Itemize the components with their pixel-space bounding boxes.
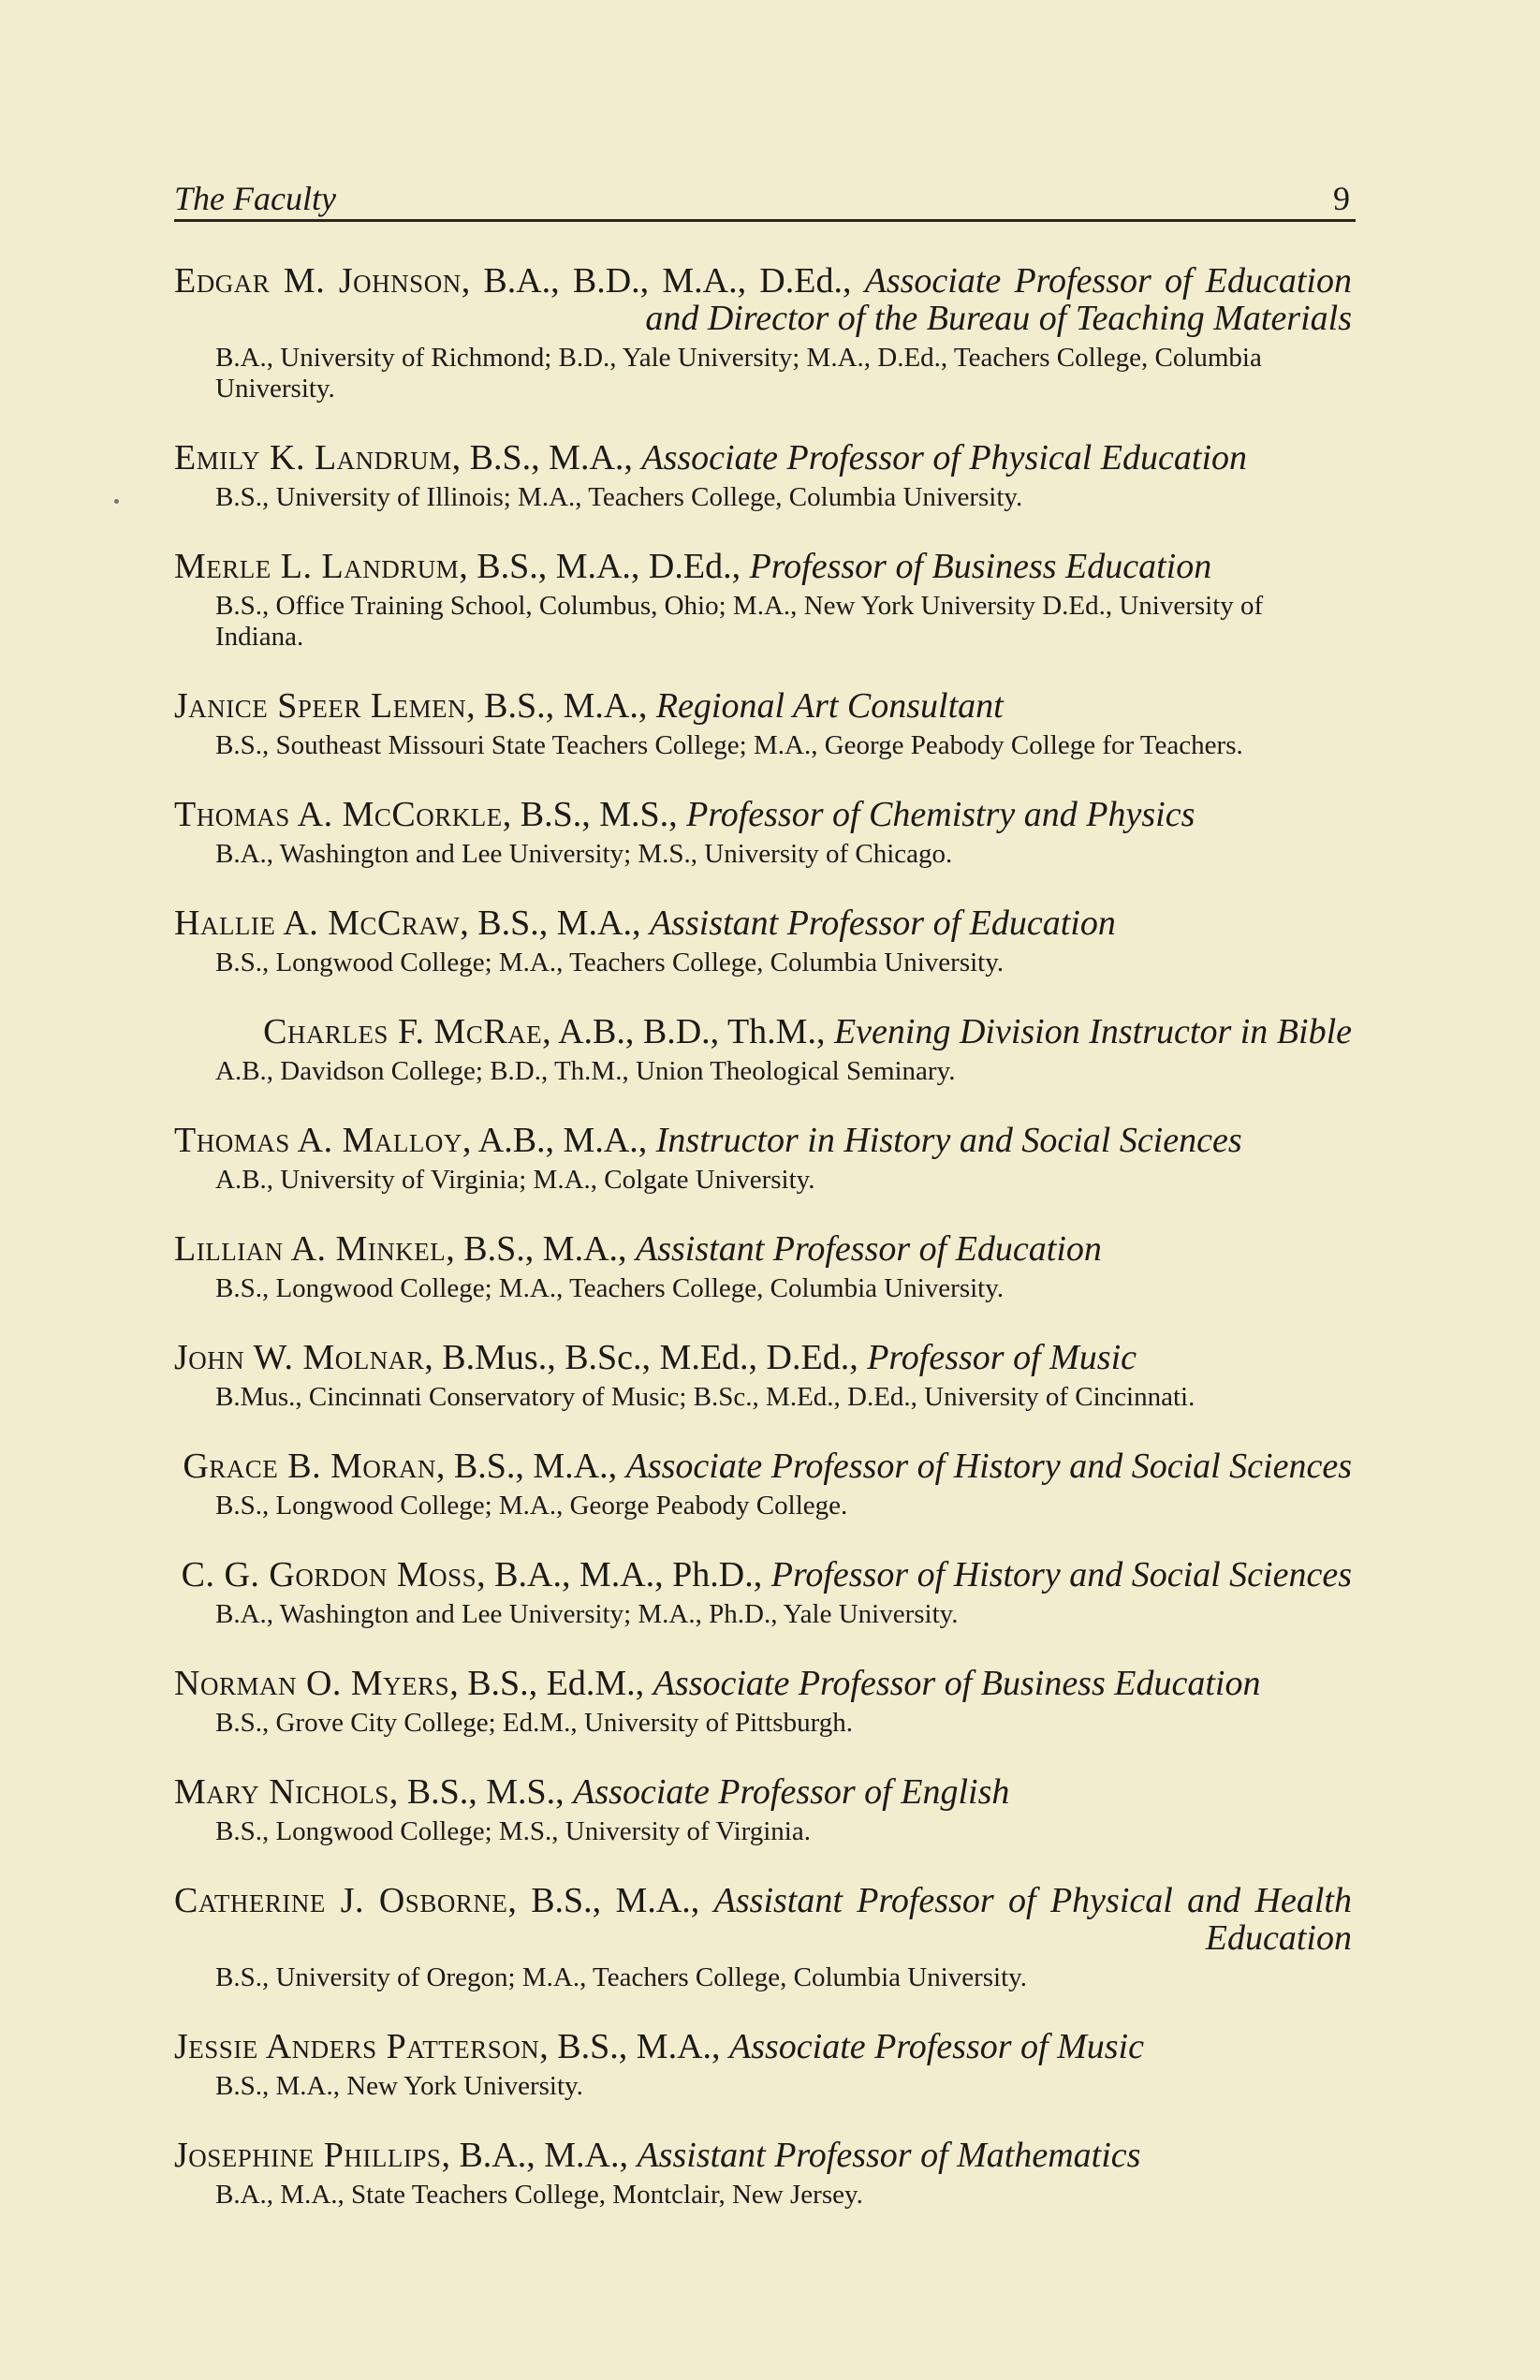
faculty-degrees: , B.S., M.A., — [539, 2027, 730, 2066]
faculty-education: B.S., Longwood College; M.A., Teachers College, Columbia University. — [215, 948, 1005, 977]
page-speck — [114, 499, 119, 504]
faculty-name: Jessie Anders Patterson — [174, 2027, 540, 2066]
faculty-title: Associate Professor of Business Education — [653, 1664, 1261, 1703]
faculty-degrees: , B.S., M.A., — [507, 1881, 714, 1920]
faculty-education: B.A., M.A., State Teachers College, Montclair, New Jersey. — [215, 2180, 863, 2210]
entry-heading — [174, 1230, 1352, 1268]
faculty-title: Professor of Business Education — [749, 547, 1212, 586]
faculty-name: C. G. Gordon Moss — [181, 1555, 477, 1594]
faculty-entry — [174, 1665, 1352, 1739]
faculty-degrees: , A.B., B.D., Th.M., — [542, 1012, 834, 1051]
faculty-education: B.A., University of Richmond; B.D., Yale University; M.A., D.Ed., Teachers College, Columbia University. — [215, 343, 1262, 404]
faculty-education: B.S., University of Oregon; M.A., Teachers College, Columbia University. — [215, 1962, 1028, 1992]
faculty-name: John W. Molnar — [174, 1338, 425, 1377]
faculty-education: B.A., Washington and Lee University; M.A., Ph.D., Yale University. — [215, 1599, 959, 1629]
faculty-degrees: , B.S., M.S., — [502, 795, 687, 834]
faculty-education: B.S., Grove City College; Ed.M., University of Pittsburgh. — [215, 1708, 853, 1738]
faculty-entry — [174, 796, 1352, 870]
faculty-title: Assistant Professor of Physical and Health Education — [713, 1881, 1352, 1958]
faculty-education: B.S., Southeast Missouri State Teachers College; M.A., George Peabody College for Teachers. — [215, 730, 1243, 760]
faculty-entry — [174, 2028, 1352, 2102]
faculty-name: Josephine Phillips — [174, 2136, 442, 2175]
faculty-degrees: , B.Mus., B.Sc., M.Ed., D.Ed., — [424, 1338, 868, 1377]
entry-heading — [174, 262, 1352, 337]
entry-heading — [174, 904, 1352, 942]
entry-heading — [174, 1665, 1352, 1702]
faculty-education: B.S., Longwood College; M.A., Teachers College, Columbia University. — [215, 1273, 1005, 1303]
faculty-degrees: , B.S., M.A., D.Ed., — [459, 547, 750, 586]
faculty-degrees: , B.S., M.A., — [435, 1447, 626, 1486]
entry-heading — [174, 439, 1352, 477]
faculty-degrees: , B.S., Ed.M., — [449, 1664, 653, 1703]
faculty-degrees: , B.S., M.A., — [451, 438, 642, 477]
faculty-title: Regional Art Consultant — [655, 686, 1004, 726]
page-header — [174, 178, 1356, 222]
faculty-entry — [174, 439, 1352, 513]
faculty-entry — [174, 1013, 1352, 1087]
faculty-title: Associate Professor of History and Social Sciences — [625, 1447, 1352, 1486]
faculty-title: Assistant Professor of Education — [649, 904, 1116, 943]
faculty-entry — [174, 262, 1352, 404]
faculty-title: Professor of History and Social Sciences — [770, 1555, 1352, 1594]
faculty-name: Lillian A. Minkel — [174, 1229, 447, 1269]
faculty-entry — [174, 1447, 1352, 1521]
faculty-education: B.A., Washington and Lee University; M.S., University of Chicago. — [215, 839, 953, 869]
faculty-entry — [174, 548, 1352, 653]
faculty-name: Mary Nichols — [174, 1772, 389, 1812]
faculty-title: Evening Division Instructor in Bible — [833, 1012, 1352, 1051]
faculty-title: Professor of Chemistry and Physics — [686, 795, 1195, 834]
entry-heading — [174, 1882, 1352, 1957]
entry-heading — [174, 687, 1352, 725]
faculty-degrees: , B.A., B.D., M.A., D.Ed., — [461, 261, 865, 301]
entry-heading — [174, 796, 1352, 833]
faculty-degrees: , B.S., M.S., — [389, 1772, 574, 1812]
faculty-degrees: , B.S., M.A., — [460, 904, 650, 943]
faculty-name: Grace B. Moran — [183, 1447, 436, 1486]
faculty-entry — [174, 1556, 1352, 1630]
faculty-degrees: , B.A., M.A., Ph.D., — [477, 1555, 771, 1594]
entry-heading — [174, 548, 1352, 585]
faculty-education: A.B., Davidson College; B.D., Th.M., Union Theological Seminary. — [215, 1056, 956, 1086]
faculty-education: B.S., Longwood College; M.A., George Peabody College. — [215, 1491, 848, 1521]
entry-heading — [174, 1339, 1352, 1376]
page-number: 9 — [1333, 180, 1350, 217]
faculty-entry — [174, 1882, 1352, 1993]
faculty-entry — [174, 904, 1352, 978]
faculty-name: Janice Speer Lemen — [174, 686, 467, 726]
faculty-name: Emily K. Landrum — [174, 438, 452, 477]
faculty-education: B.Mus., Cincinnati Conservatory of Music; B.Sc., M.Ed., D.Ed., University of Cincinnati. — [215, 1382, 1195, 1412]
entry-heading — [174, 1556, 1352, 1594]
faculty-title: Professor of Music — [867, 1338, 1137, 1377]
faculty-name: Catherine J. Osborne — [174, 1881, 508, 1920]
entry-heading — [174, 1013, 1352, 1050]
faculty-name: Charles F. McRae — [263, 1012, 543, 1051]
faculty-education: B.S., Office Training School, Columbus, Ohio; M.A., New York University D.Ed., University of Indiana. — [215, 591, 1264, 652]
faculty-list — [174, 262, 1352, 2245]
entry-heading — [174, 1773, 1352, 1811]
faculty-title: Instructor in History and Social Sciences — [655, 1121, 1242, 1160]
faculty-entry — [174, 1339, 1352, 1413]
faculty-entry — [174, 1773, 1352, 1847]
faculty-name: Edgar M. Johnson — [174, 261, 462, 301]
faculty-degrees: , B.S., M.A., — [446, 1229, 637, 1269]
faculty-entry — [174, 1230, 1352, 1304]
faculty-title: Assistant Professor of Mathematics — [637, 2136, 1141, 2175]
faculty-degrees: , B.A., M.A., — [441, 2136, 638, 2175]
faculty-name: Hallie A. McCraw — [174, 904, 461, 943]
faculty-education: B.S., Longwood College; M.S., University of Virginia. — [215, 1816, 811, 1846]
faculty-name: Merle L. Landrum — [174, 547, 460, 586]
entry-heading — [174, 1122, 1352, 1159]
faculty-education: B.S., University of Illinois; M.A., Teachers College, Columbia University. — [215, 482, 1023, 512]
faculty-name: Thomas A. McCorkle — [174, 795, 503, 834]
faculty-title: Associate Professor of Music — [729, 2027, 1144, 2066]
faculty-degrees: , B.S., M.A., — [466, 686, 656, 726]
entry-heading — [174, 2028, 1352, 2065]
faculty-title: Associate Professor of Education and Director of the Bureau of Teaching Materials — [645, 261, 1352, 338]
entry-heading — [174, 1447, 1352, 1485]
faculty-entry — [174, 687, 1352, 761]
entry-heading — [174, 2137, 1352, 2174]
faculty-name: Thomas A. Malloy — [174, 1121, 462, 1160]
faculty-entry — [174, 1122, 1352, 1196]
faculty-degrees: , A.B., M.A., — [462, 1121, 656, 1160]
faculty-name: Norman O. Myers — [174, 1664, 450, 1703]
faculty-title: Assistant Professor of Education — [636, 1229, 1102, 1269]
faculty-education: A.B., University of Virginia; M.A., Colgate University. — [215, 1165, 815, 1195]
faculty-education: B.S., M.A., New York University. — [215, 2071, 583, 2101]
faculty-title: Associate Professor of Physical Education — [641, 438, 1248, 477]
faculty-title: Associate Professor of English — [573, 1772, 1010, 1812]
running-title: The Faculty — [174, 180, 336, 217]
faculty-entry — [174, 2137, 1352, 2211]
